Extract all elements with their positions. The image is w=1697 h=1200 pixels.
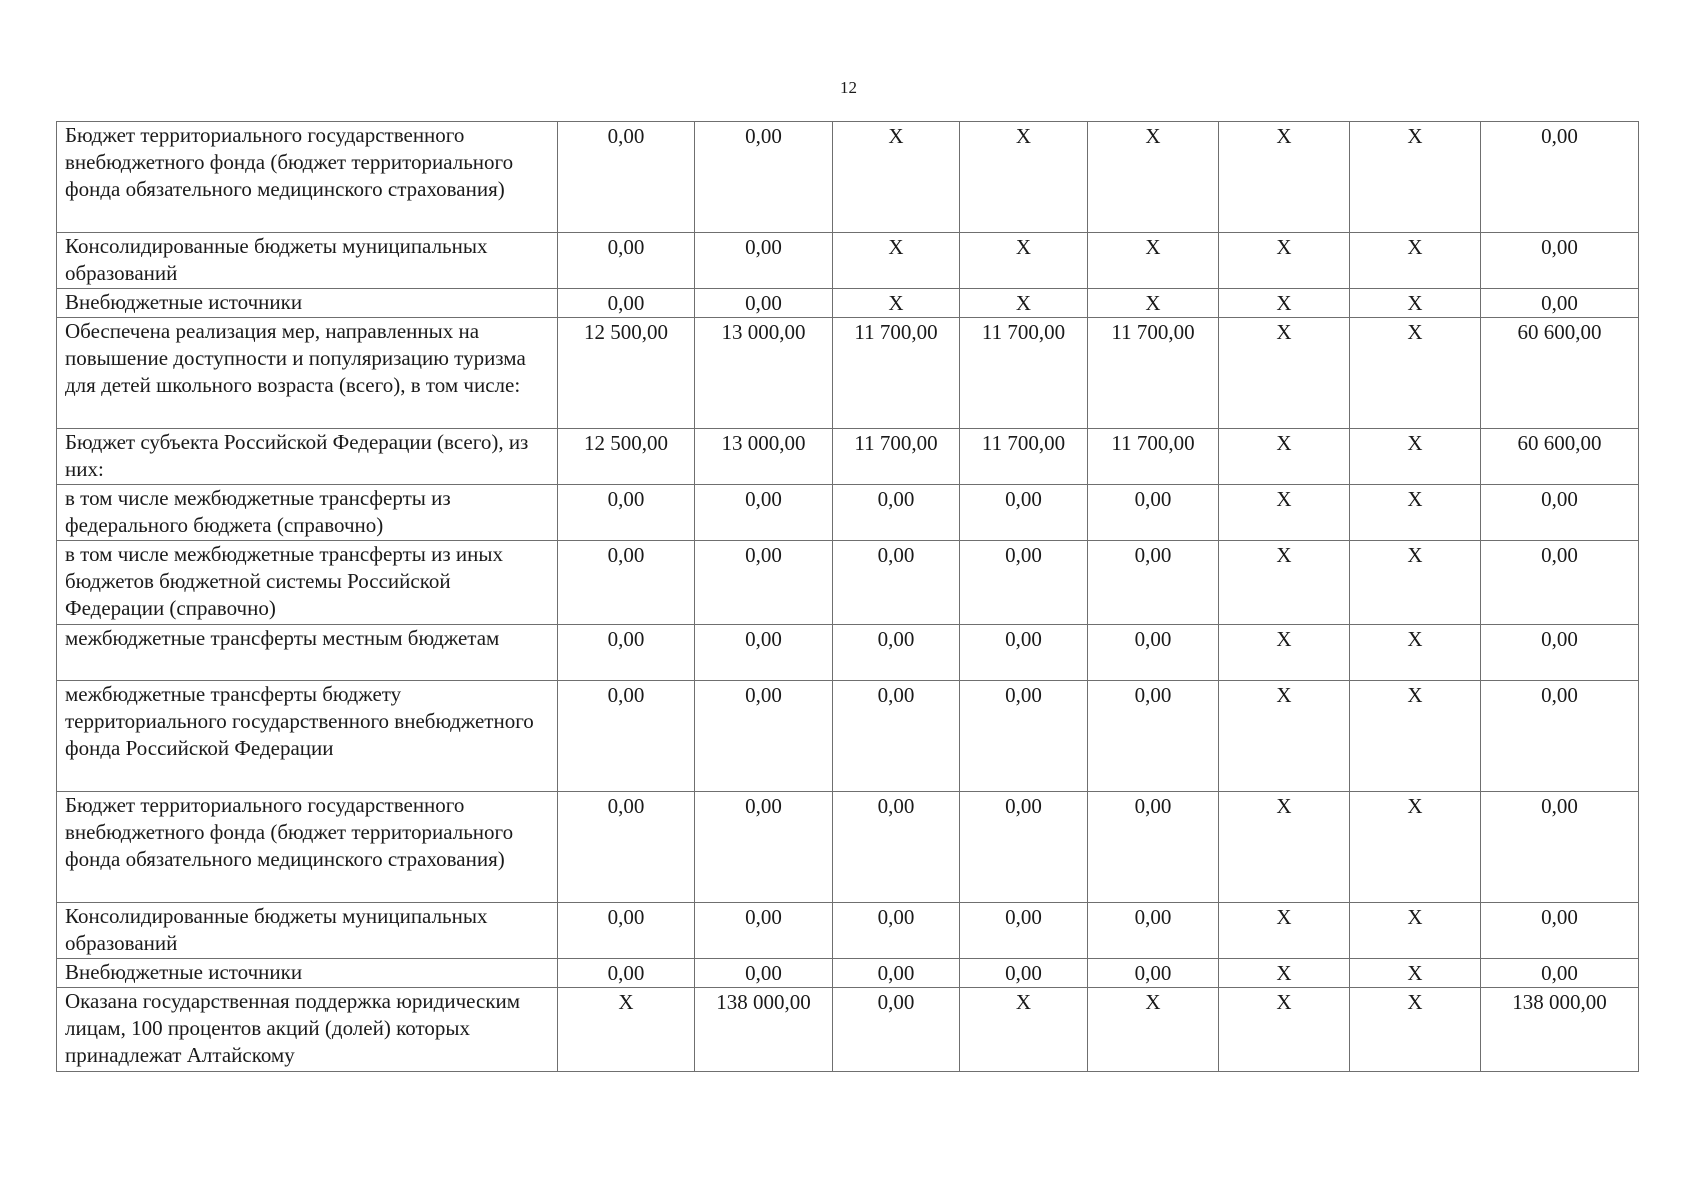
value-cell: X [558, 988, 695, 1072]
value-cell: 11 700,00 [833, 318, 960, 429]
value-cell: 0,00 [1481, 625, 1639, 681]
value-cell: X [1350, 959, 1481, 988]
value-cell: X [1350, 429, 1481, 485]
value-cell: 0,00 [558, 233, 695, 289]
row-label: Внебюджетные источники [65, 290, 303, 314]
value-cell: 0,00 [1481, 681, 1639, 792]
table-row [57, 625, 1639, 681]
value-cell: 0,00 [960, 541, 1088, 625]
value-cell: 60 600,00 [1481, 318, 1639, 429]
value-cell: 0,00 [695, 485, 833, 541]
value-cell: 11 700,00 [960, 318, 1088, 429]
value-cell: 13 000,00 [695, 318, 833, 429]
value-cell: X [1219, 429, 1350, 485]
row-label: в том числе межбюджетные трансферты из федерального бюджета (справочно) [65, 486, 451, 537]
value-cell: X [1350, 485, 1481, 541]
table-row [57, 988, 1639, 1072]
value-cell: 0,00 [1088, 959, 1219, 988]
value-cell: 0,00 [960, 792, 1088, 903]
table-row [57, 903, 1639, 959]
value-cell: 60 600,00 [1481, 429, 1639, 485]
row-label: Внебюджетные источники [65, 960, 303, 984]
value-cell: X [1088, 988, 1219, 1072]
value-cell: 12 500,00 [558, 429, 695, 485]
table-row [57, 233, 1639, 289]
row-label-cell [57, 988, 558, 1072]
value-cell: 0,00 [558, 959, 695, 988]
budget-table [56, 121, 1639, 1072]
value-cell: 0,00 [1088, 792, 1219, 903]
value-cell: 0,00 [1481, 122, 1639, 233]
value-cell: X [960, 122, 1088, 233]
value-cell: 0,00 [960, 625, 1088, 681]
value-cell: 0,00 [1481, 903, 1639, 959]
value-cell: X [1219, 485, 1350, 541]
row-label-cell [57, 289, 558, 318]
value-cell: X [1350, 318, 1481, 429]
value-cell: 0,00 [1481, 959, 1639, 988]
value-cell: 0,00 [695, 289, 833, 318]
table-row [57, 122, 1639, 233]
row-label-cell [57, 429, 558, 485]
value-cell: X [833, 233, 960, 289]
table-row [57, 541, 1639, 625]
table-row [57, 681, 1639, 792]
value-cell: X [1219, 233, 1350, 289]
row-label: Обеспечена реализация мер, направленных на повышение доступности и популяризацию туризма для детей школьного возраста (всего), в том числе: [65, 319, 526, 397]
value-cell: X [1350, 903, 1481, 959]
table-row [57, 289, 1639, 318]
value-cell: 0,00 [833, 541, 960, 625]
value-cell: 0,00 [695, 959, 833, 988]
value-cell: 0,00 [960, 903, 1088, 959]
value-cell: 0,00 [695, 541, 833, 625]
value-cell: 0,00 [833, 485, 960, 541]
value-cell: 0,00 [833, 681, 960, 792]
value-cell: 0,00 [695, 122, 833, 233]
value-cell: X [1350, 792, 1481, 903]
value-cell: 0,00 [960, 485, 1088, 541]
value-cell: 0,00 [558, 681, 695, 792]
value-cell: 0,00 [695, 625, 833, 681]
row-label: межбюджетные трансферты местным бюджетам [65, 626, 500, 650]
value-cell: 0,00 [558, 792, 695, 903]
value-cell: 0,00 [833, 792, 960, 903]
value-cell: 0,00 [833, 625, 960, 681]
value-cell: 138 000,00 [695, 988, 833, 1072]
table-row [57, 959, 1639, 988]
row-label: Бюджет субъекта Российской Федерации (всего), из них: [65, 430, 529, 481]
value-cell: X [1219, 289, 1350, 318]
page-number: 12 [840, 78, 857, 97]
value-cell: X [1350, 541, 1481, 625]
row-label-cell [57, 318, 558, 429]
row-label: Консолидированные бюджеты муниципальных образований [65, 904, 488, 955]
value-cell: X [1350, 988, 1481, 1072]
value-cell: 0,00 [833, 988, 960, 1072]
budget-table-body [57, 122, 1639, 1072]
value-cell: 0,00 [558, 289, 695, 318]
value-cell: 0,00 [960, 681, 1088, 792]
row-label-cell [57, 681, 558, 792]
value-cell: 0,00 [960, 959, 1088, 988]
value-cell: 12 500,00 [558, 318, 695, 429]
table-row [57, 429, 1639, 485]
value-cell: 0,00 [558, 541, 695, 625]
row-label: Бюджет территориального государственного внебюджетного фонда (бюджет территориального фонда обязательного медицинского страхования) [65, 793, 514, 871]
row-label: Консолидированные бюджеты муниципальных образований [65, 234, 488, 285]
value-cell: X [1219, 792, 1350, 903]
value-cell: 0,00 [1481, 485, 1639, 541]
value-cell: 0,00 [833, 959, 960, 988]
value-cell: X [960, 289, 1088, 318]
row-label-cell [57, 792, 558, 903]
value-cell: 0,00 [1481, 233, 1639, 289]
value-cell: X [1350, 122, 1481, 233]
value-cell: 0,00 [1088, 485, 1219, 541]
value-cell: 0,00 [1481, 792, 1639, 903]
value-cell: 0,00 [558, 625, 695, 681]
value-cell: X [1219, 625, 1350, 681]
value-cell: 0,00 [695, 903, 833, 959]
value-cell: X [960, 233, 1088, 289]
value-cell: X [1219, 318, 1350, 429]
value-cell: 11 700,00 [960, 429, 1088, 485]
table-row [57, 792, 1639, 903]
row-label: Оказана государственная поддержка юридическим лицам, 100 процентов акций (долей) которых принадлежат Алтайскому [65, 989, 521, 1067]
value-cell: 0,00 [558, 122, 695, 233]
value-cell: 13 000,00 [695, 429, 833, 485]
value-cell: 11 700,00 [1088, 429, 1219, 485]
table-row [57, 318, 1639, 429]
row-label: межбюджетные трансферты бюджету территориального государственного внебюджетного фонда Российской Федерации [65, 682, 534, 760]
value-cell: 0,00 [558, 903, 695, 959]
value-cell: X [1088, 233, 1219, 289]
value-cell: 0,00 [1088, 681, 1219, 792]
value-cell: 11 700,00 [833, 429, 960, 485]
row-label-cell [57, 485, 558, 541]
value-cell: 0,00 [695, 681, 833, 792]
row-label-cell [57, 541, 558, 625]
value-cell: 0,00 [1481, 541, 1639, 625]
value-cell: X [1219, 959, 1350, 988]
row-label-cell [57, 903, 558, 959]
value-cell: 0,00 [695, 233, 833, 289]
table-row [57, 485, 1639, 541]
value-cell: X [1350, 289, 1481, 318]
value-cell: X [1350, 233, 1481, 289]
value-cell: X [1219, 903, 1350, 959]
value-cell: X [1350, 681, 1481, 792]
row-label-cell [57, 625, 558, 681]
value-cell: 11 700,00 [1088, 318, 1219, 429]
value-cell: 0,00 [1088, 541, 1219, 625]
value-cell: 0,00 [695, 792, 833, 903]
value-cell: X [833, 122, 960, 233]
row-label-cell [57, 233, 558, 289]
value-cell: X [833, 289, 960, 318]
value-cell: X [1088, 122, 1219, 233]
value-cell: X [1219, 122, 1350, 233]
row-label-cell [57, 959, 558, 988]
value-cell: 0,00 [1088, 625, 1219, 681]
value-cell: 0,00 [558, 485, 695, 541]
value-cell: 0,00 [1481, 289, 1639, 318]
value-cell: X [1219, 988, 1350, 1072]
value-cell: X [1219, 681, 1350, 792]
value-cell: X [1088, 289, 1219, 318]
value-cell: 138 000,00 [1481, 988, 1639, 1072]
row-label: Бюджет территориального государственного внебюджетного фонда (бюджет территориального фонда обязательного медицинского страхования) [65, 123, 514, 201]
row-label-cell [57, 122, 558, 233]
row-label: в том числе межбюджетные трансферты из иных бюджетов бюджетной системы Российской Федерации (справочно) [65, 542, 503, 620]
value-cell: X [960, 988, 1088, 1072]
value-cell: 0,00 [1088, 903, 1219, 959]
value-cell: 0,00 [833, 903, 960, 959]
value-cell: X [1219, 541, 1350, 625]
value-cell: X [1350, 625, 1481, 681]
